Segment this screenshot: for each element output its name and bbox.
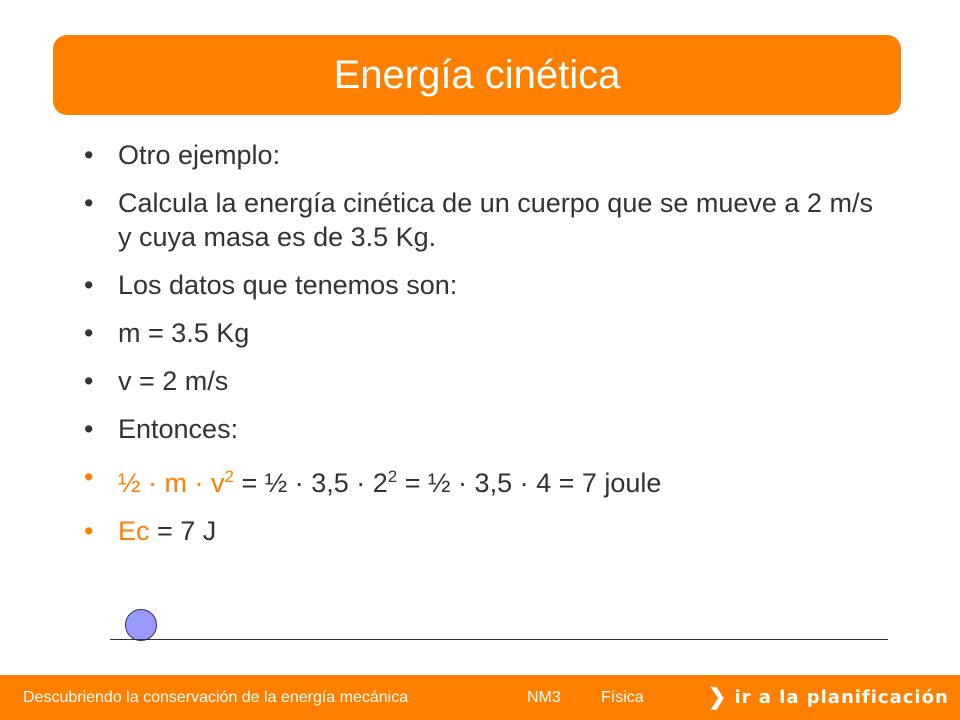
formula-exponent: 2 — [387, 467, 398, 486]
bullet-dot: • — [84, 414, 94, 444]
bullet-dot: • — [84, 516, 94, 546]
bullet-text: Otro ejemplo: — [118, 140, 281, 170]
bullet-item — [80, 316, 890, 350]
bullet-dot: • — [84, 318, 94, 348]
bullet-text: v = 2 m/s — [118, 366, 229, 396]
bullet-item — [80, 268, 890, 302]
result-symbol: Ec — [118, 516, 150, 546]
bullet-dot: • — [84, 270, 94, 300]
bullet-dot: • — [84, 462, 94, 492]
bullet-item — [80, 412, 890, 446]
bullet-dot: • — [84, 140, 94, 170]
formula-part: ½ · m · v — [118, 468, 225, 498]
title-banner — [53, 35, 901, 115]
formula-part: = ½ · 3,5 · 4 = 7 joule — [397, 468, 662, 498]
result-value: = 7 J — [149, 516, 217, 546]
formula-bullet — [80, 460, 890, 500]
ground-line — [110, 639, 888, 640]
formula-part: = ½ · 3,5 · 2 — [233, 468, 388, 498]
bullet-item — [80, 364, 890, 398]
bullet-item — [80, 186, 890, 254]
moving-body-ball — [125, 609, 157, 641]
footer-bar — [0, 675, 960, 720]
slide-title: Energía cinética — [333, 52, 621, 97]
result-text — [118, 516, 216, 546]
bullet-dot: • — [84, 188, 94, 218]
chevron-right-icon: ❯ — [708, 684, 727, 709]
planning-link-label: ir a la planificación — [734, 686, 949, 708]
bullet-text: Calcula la energía cinética de un cuerpo que se mueve a 2 m/s y cuya masa es de 3.5 Kg. — [118, 188, 873, 252]
footer-course: Descubriendo la conservación de la energía mecánica — [23, 688, 409, 706]
footer-level: NM3 — [527, 688, 561, 706]
bullet-list — [80, 138, 890, 562]
footer-subject: Física — [601, 688, 644, 706]
bullet-dot: • — [84, 366, 94, 396]
bullet-text: Los datos que tenemos son: — [118, 270, 458, 300]
bullet-text: Entonces: — [118, 414, 239, 444]
formula-text — [118, 468, 661, 498]
bullet-item — [80, 138, 890, 172]
formula-exponent: 2 — [224, 467, 234, 486]
planning-link[interactable] — [708, 683, 949, 711]
result-bullet — [80, 514, 890, 548]
bullet-text: m = 3.5 Kg — [118, 318, 250, 348]
